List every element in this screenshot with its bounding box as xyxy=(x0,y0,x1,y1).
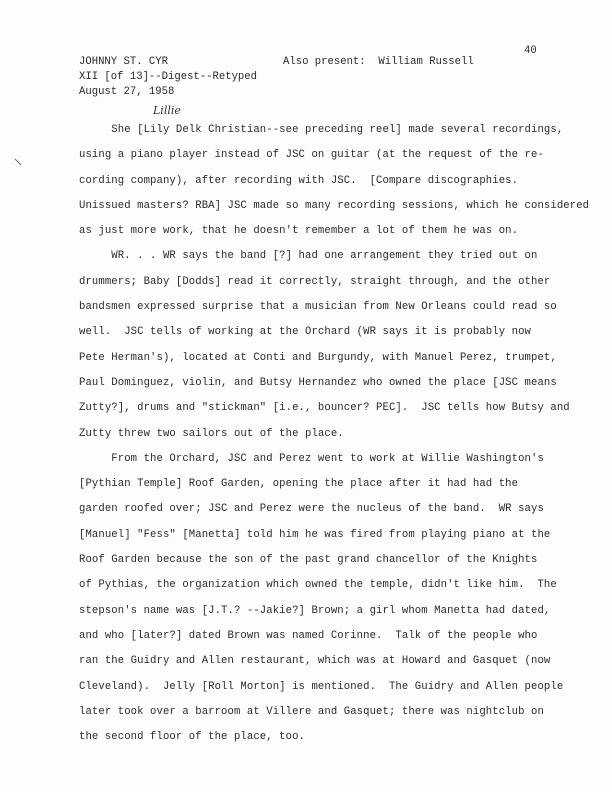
paragraph xyxy=(79,118,590,244)
text-line: [Pythian Temple] Roof Garden, opening the place after it had had the xyxy=(79,478,519,491)
page-number: 40 xyxy=(524,45,537,57)
header-interviewee: JOHNNY ST. CYR xyxy=(79,56,169,68)
text-line: and who [later?] dated Brown was named Corinne. Talk of the people who xyxy=(79,629,538,642)
text-line: Zutty threw two sailors out of the place. xyxy=(79,427,344,440)
text-line: Cleveland). Jelly [Roll Morton] is mentioned. The Guidry and Allen people xyxy=(79,680,564,693)
margin-mark-icon xyxy=(14,158,22,166)
text-line: stepson's name was [J.T.? --Jakie?] Brown; a girl whom Manetta had dated, xyxy=(79,604,551,617)
text-line: the second floor of the place, too. xyxy=(79,731,306,744)
header-also-present: Also present: William Russell xyxy=(283,56,474,68)
text-line: Unissued masters? RBA] JSC made so many recording sessions, which he considered xyxy=(79,199,590,212)
text-line: cording company), after recording with JSC. [Compare discographies. xyxy=(79,174,519,187)
header-date: August 27, 1958 xyxy=(79,86,175,98)
text-line: drummers; Baby [Dodds] read it correctly, straight through, and the other xyxy=(79,275,551,288)
text-line: as just more work, that he doesn't remember a lot of them he was on. xyxy=(79,225,519,238)
text-line: [Manuel] "Fess" [Manetta] told him he was fired from playing piano at the xyxy=(79,528,551,541)
transcript-body xyxy=(79,118,590,750)
text-line: She [Lily Delk Christian--see preceding reel] made several recordings, xyxy=(79,124,564,136)
text-line: bandsmen expressed surprise that a musician from New Orleans could read so xyxy=(79,301,557,314)
paragraph xyxy=(79,447,579,751)
header-reel-info: XII [of 13]--Digest--Retyped xyxy=(79,71,258,83)
text-line: ran the Guidry and Allen restaurant, which was at Howard and Gasquet (now xyxy=(79,655,551,668)
paragraph xyxy=(79,244,579,446)
text-line: well. JSC tells of working at the Orchard (WR says it is probably now xyxy=(79,326,532,339)
text-line: Roof Garden because the son of the past grand chancellor of the Knights xyxy=(79,554,538,567)
handwritten-annotation: Lillie xyxy=(153,104,181,117)
text-line: garden roofed over; JSC and Perez were the nucleus of the band. WR says xyxy=(79,503,544,516)
text-line: of Pythias, the organization which owned the temple, didn't like him. The xyxy=(79,579,557,592)
text-line: Zutty?], drums and "stickman" [i.e., bouncer? PEC]. JSC tells how Butsy and xyxy=(79,402,570,415)
text-line: Pete Herman's), located at Conti and Burgundy, with Manuel Perez, trumpet, xyxy=(79,351,557,364)
text-line: later took over a barroom at Villere and Gasquet; there was nightclub on xyxy=(79,705,544,718)
text-line: From the Orchard, JSC and Perez went to work at Willie Washington's xyxy=(79,452,544,465)
text-line: using a piano player instead of JSC on guitar (at the request of the re- xyxy=(79,149,544,162)
text-line: WR. . . WR says the band [?] had one arrangement they tried out on xyxy=(79,250,538,263)
text-line: Paul Dominguez, violin, and Butsy Hernandez who owned the place [JSC means xyxy=(79,376,557,389)
